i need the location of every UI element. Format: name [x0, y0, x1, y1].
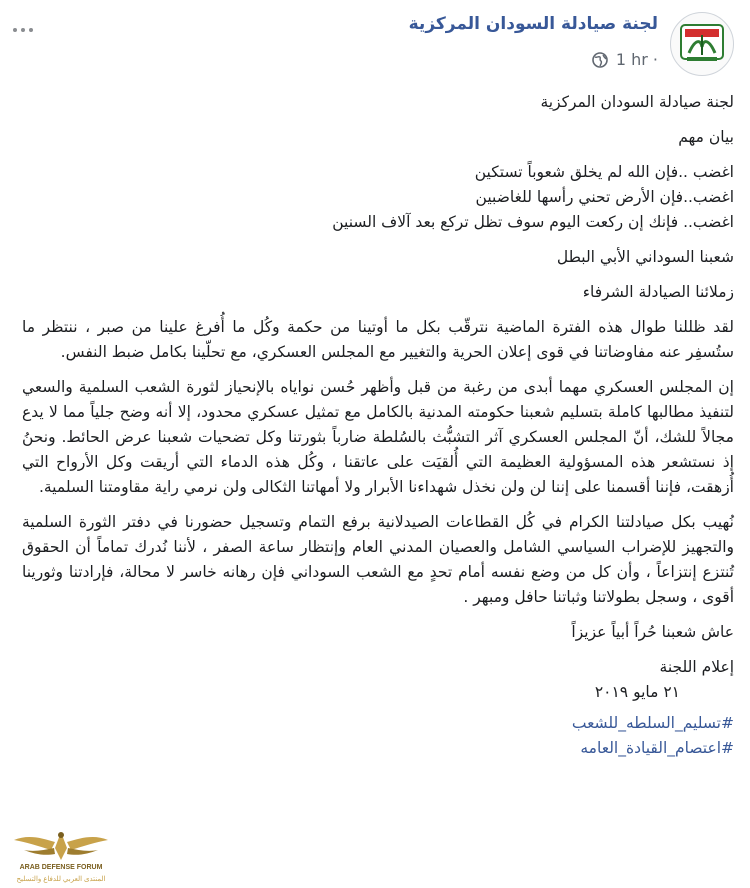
more-options-button[interactable]	[8, 20, 38, 40]
hashtag-link[interactable]: #تسليم_السلطه_للشعب	[571, 714, 734, 732]
paragraph-2: إن المجلس العسكري مهما أبدى من رغبة من قبل وأظهر حُسن نواياه بالإنحياز لثورة الشعب السلمية والسعي لتنفيذ مطالبها كاملة بتسليم شعبنا حكومته المدنية بالكامل مع تمثيل عسكري محدود، إلا أنه وضح جلياً مما لا يدع مجالاً للشك، أنّ المجلس العسكري آثر التشبُّث بالسُلطة ضارباً بثورتنا وكل تضحيات شعبنا عرض الحائط. ونحنُ إذ نستشعر هذه المسؤولية العظيمة التي أُلقيَت على عاتقنا ، وكُل هذه الدماء التي أريقت وكل الأرواح التي أُزهقت، فإننا أقسمنا على إننا لن ولن نخذل شهداءنا الأبرار ولا أمهاتنا الثكالى ولن نرمي راية مقاومتنا السلمية.	[22, 378, 734, 496]
post-date: ٢١ مايو ٢٠١٩	[594, 683, 680, 701]
watermark-subtitle: المنتدى العربي للدفاع والتسليح	[16, 876, 106, 883]
hashtag-link[interactable]: #اعتصام_القيادة_العامه	[580, 739, 734, 757]
poem-line: اغضب ..فإن الله لم يخلق شعوباً تستكين	[474, 163, 734, 181]
poem	[22, 160, 734, 235]
post-meta	[592, 50, 658, 69]
page-logo	[671, 13, 733, 75]
post-header	[0, 0, 750, 80]
more-options-icon	[13, 28, 17, 32]
page-name-link[interactable]: لجنة صيادلة السودان المركزية	[408, 14, 658, 34]
greeting-people: شعبنا السوداني الأبي البطل	[556, 248, 734, 266]
statement-heading: بيان مهم	[678, 128, 734, 146]
page-avatar[interactable]	[670, 12, 734, 76]
closing-line: عاش شعبنا حُراً أبياً عزيزاً	[571, 623, 734, 641]
signature: إعلام اللجنة	[659, 658, 734, 676]
paragraph-1: لقد ظللنا طوال هذه الفترة الماضية نترقّب بكل ما أوتينا من حكمة وكُل ما أُفرغ علينا من صبر ، ننتظر ما ستُسفِر عنه مفاوضاتنا في قوى إعلان الحرية والتغيير مع المجلس العسكري، مع تحلّينا بكامل ضبط النفس.	[22, 318, 734, 361]
poem-line: اغضب.. فإنك إن ركعت اليوم سوف تظل تركع بعد آلاف السنين	[332, 213, 734, 231]
forum-watermark	[6, 826, 116, 888]
post-body	[22, 90, 734, 771]
post-timestamp[interactable]: 1 hr ·	[615, 50, 658, 69]
globe-icon[interactable]	[592, 52, 608, 68]
eagle-logo-icon	[6, 826, 116, 866]
watermark-title: ARAB DEFENSE FORUM	[19, 864, 103, 871]
org-name: لجنة صيادلة السودان المركزية	[540, 93, 734, 111]
more-options-icon-dot	[29, 28, 33, 32]
hashtags	[22, 711, 734, 761]
signature-block	[22, 655, 734, 705]
greeting-pharmacists: زملائنا الصيادلة الشرفاء	[582, 283, 734, 301]
more-options-icon-dot	[21, 28, 25, 32]
poem-line: اغضب..فإن الأرض تحني رأسها للغاضبين	[475, 188, 734, 206]
paragraph-3: نُهيب بكل صيادلتنا الكرام في كُل القطاعات الصيدلانية برفع التمام وتسجيل حضورنا في دفتر الثورة السلمية والتجهيز للإضراب السياسي الشامل والعصيان المدني العام وإنتظار ساعة الصفر ، لأننا نُدرك تماماً أن الحقوق تُنتزع إنتزاعاً ، وأن كل من وضع نفسه أمام تحدٍ مع الشعب السوداني فإن رهانه خاسر لا محالة، فإرادتنا وثورينا أقوى ، وسجل بطولاتنا وثباتنا حافل ومبهر .	[22, 513, 734, 606]
